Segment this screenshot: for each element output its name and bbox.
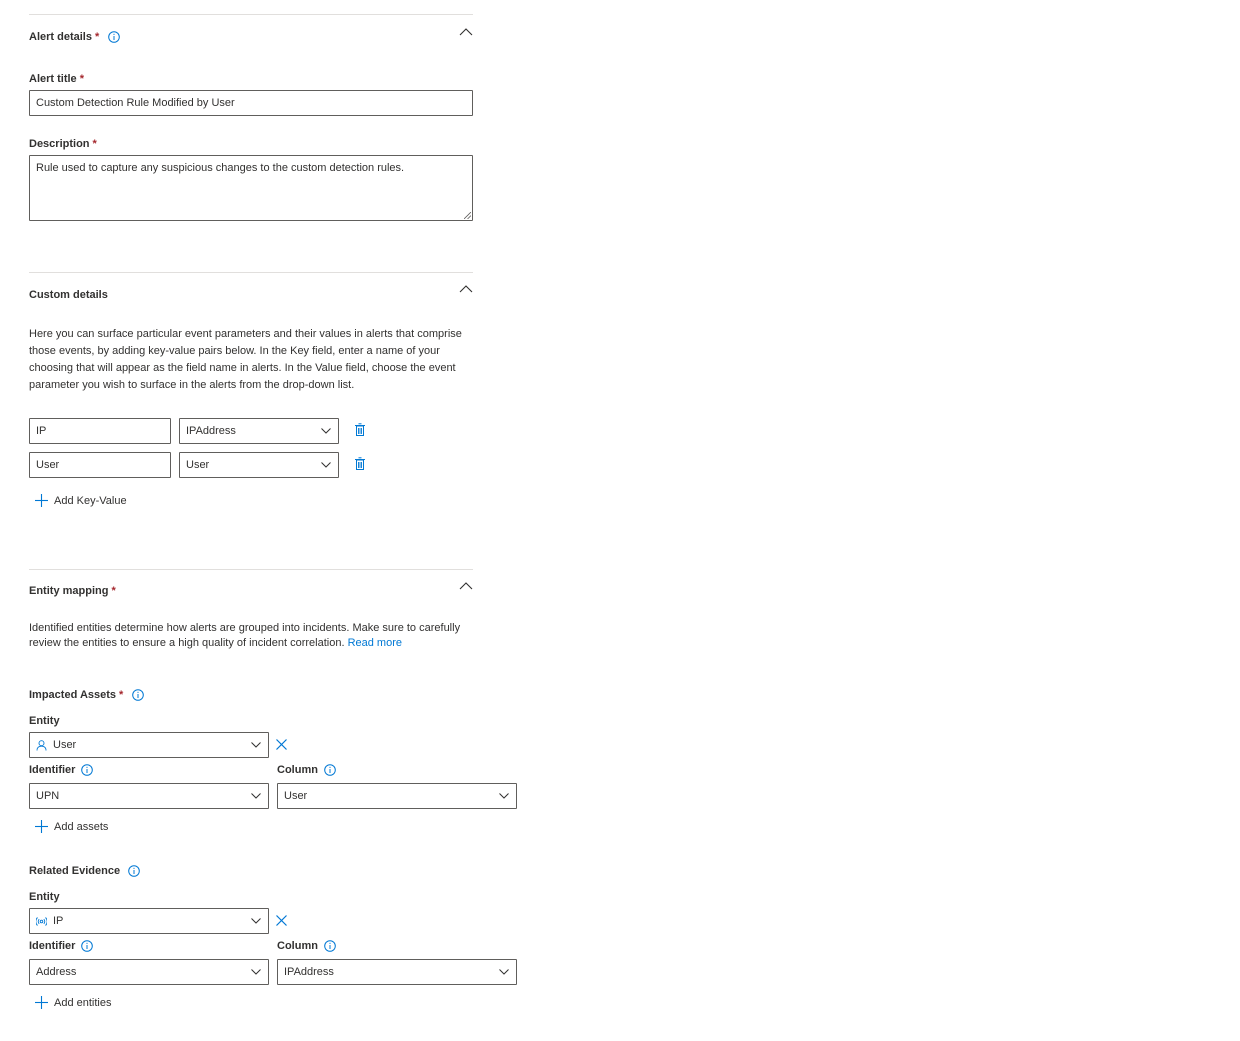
chevron-up-icon[interactable] (459, 581, 473, 591)
key-input[interactable]: User (29, 452, 171, 478)
description-textarea[interactable] (29, 155, 473, 221)
entity-mapping-title: Entity mapping * (29, 585, 116, 597)
entity-mapping-description: Identified entities determine how alerts are grouped into incidents. Make sure to carefully review the entities to ensure a high quality of incident correlation. Read more (29, 622, 461, 649)
evidence-entity-dropdown[interactable]: IP (29, 908, 269, 934)
evidence-column-dropdown[interactable]: IPAddress (277, 959, 517, 985)
chevron-up-icon[interactable] (459, 284, 473, 294)
plus-icon (35, 820, 48, 833)
chevron-down-icon (499, 969, 509, 975)
close-icon[interactable] (276, 915, 287, 926)
delete-icon[interactable] (354, 423, 366, 436)
custom-details-divider (29, 272, 473, 273)
delete-icon[interactable] (354, 457, 366, 470)
info-icon[interactable] (128, 865, 140, 877)
info-icon[interactable] (81, 940, 93, 952)
user-icon (36, 740, 47, 751)
chevron-down-icon (251, 793, 261, 799)
description-value: Rule used to capture any suspicious changes to the custom detection rules. (36, 162, 405, 174)
read-more-link[interactable]: Read more (347, 637, 402, 649)
related-evidence-title: Related Evidence (29, 865, 140, 877)
evidence-column-label: Column (277, 940, 336, 952)
alert-title-value: Custom Detection Rule Modified by User (36, 97, 235, 109)
impacted-assets-title: Impacted Assets * (29, 689, 144, 701)
required-mark: * (94, 31, 100, 43)
impacted-column-label: Column (277, 764, 336, 776)
info-icon[interactable] (81, 764, 93, 776)
entity-mapping-divider (29, 569, 473, 570)
chevron-up-icon[interactable] (459, 27, 473, 37)
impacted-identifier-label: Identifier (29, 764, 93, 776)
alert-title-input[interactable] (29, 90, 473, 116)
close-icon[interactable] (276, 739, 287, 750)
custom-details-title: Custom details (29, 289, 108, 301)
info-icon[interactable] (324, 940, 336, 952)
chevron-down-icon (321, 462, 331, 468)
add-assets-button[interactable]: Add assets (29, 820, 108, 833)
value-dropdown[interactable]: User (179, 452, 339, 478)
value-dropdown[interactable]: IPAddress (179, 418, 339, 444)
alert-details-title (29, 31, 120, 43)
impacted-entity-label: Entity (29, 715, 60, 727)
impacted-entity-dropdown[interactable]: User (29, 732, 269, 758)
add-entities-button[interactable]: Add entities (29, 996, 111, 1009)
alert-details-heading: Alert details (29, 31, 92, 43)
evidence-identifier-label: Identifier (29, 940, 93, 952)
add-key-value-button[interactable]: Add Key-Value (29, 494, 127, 507)
info-icon[interactable] (132, 689, 144, 701)
chevron-down-icon (251, 969, 261, 975)
key-input[interactable]: IP (29, 418, 171, 444)
resize-grip-icon[interactable] (464, 212, 471, 219)
chevron-down-icon (251, 918, 261, 924)
impacted-identifier-dropdown[interactable]: UPN (29, 783, 269, 809)
alert-title-label: Alert title * (29, 73, 84, 85)
ip-icon (36, 916, 47, 927)
info-icon[interactable] (108, 31, 120, 43)
top-divider (29, 14, 473, 15)
info-icon[interactable] (324, 764, 336, 776)
plus-icon (35, 996, 48, 1009)
impacted-column-dropdown[interactable]: User (277, 783, 517, 809)
chevron-down-icon (321, 428, 331, 434)
custom-details-description: Here you can surface particular event parameters and their values in alerts that comprise those events, by adding key-value pairs below. In the Key field, enter a name of your choosing that will appear as the field name in alerts. In the Value field, choose the event parameter you wish to surface in the alerts from the drop-down list. (29, 328, 462, 391)
plus-icon (35, 494, 48, 507)
evidence-entity-label: Entity (29, 891, 60, 903)
description-label: Description * (29, 138, 97, 150)
chevron-down-icon (499, 793, 509, 799)
chevron-down-icon (251, 742, 261, 748)
evidence-identifier-dropdown[interactable]: Address (29, 959, 269, 985)
